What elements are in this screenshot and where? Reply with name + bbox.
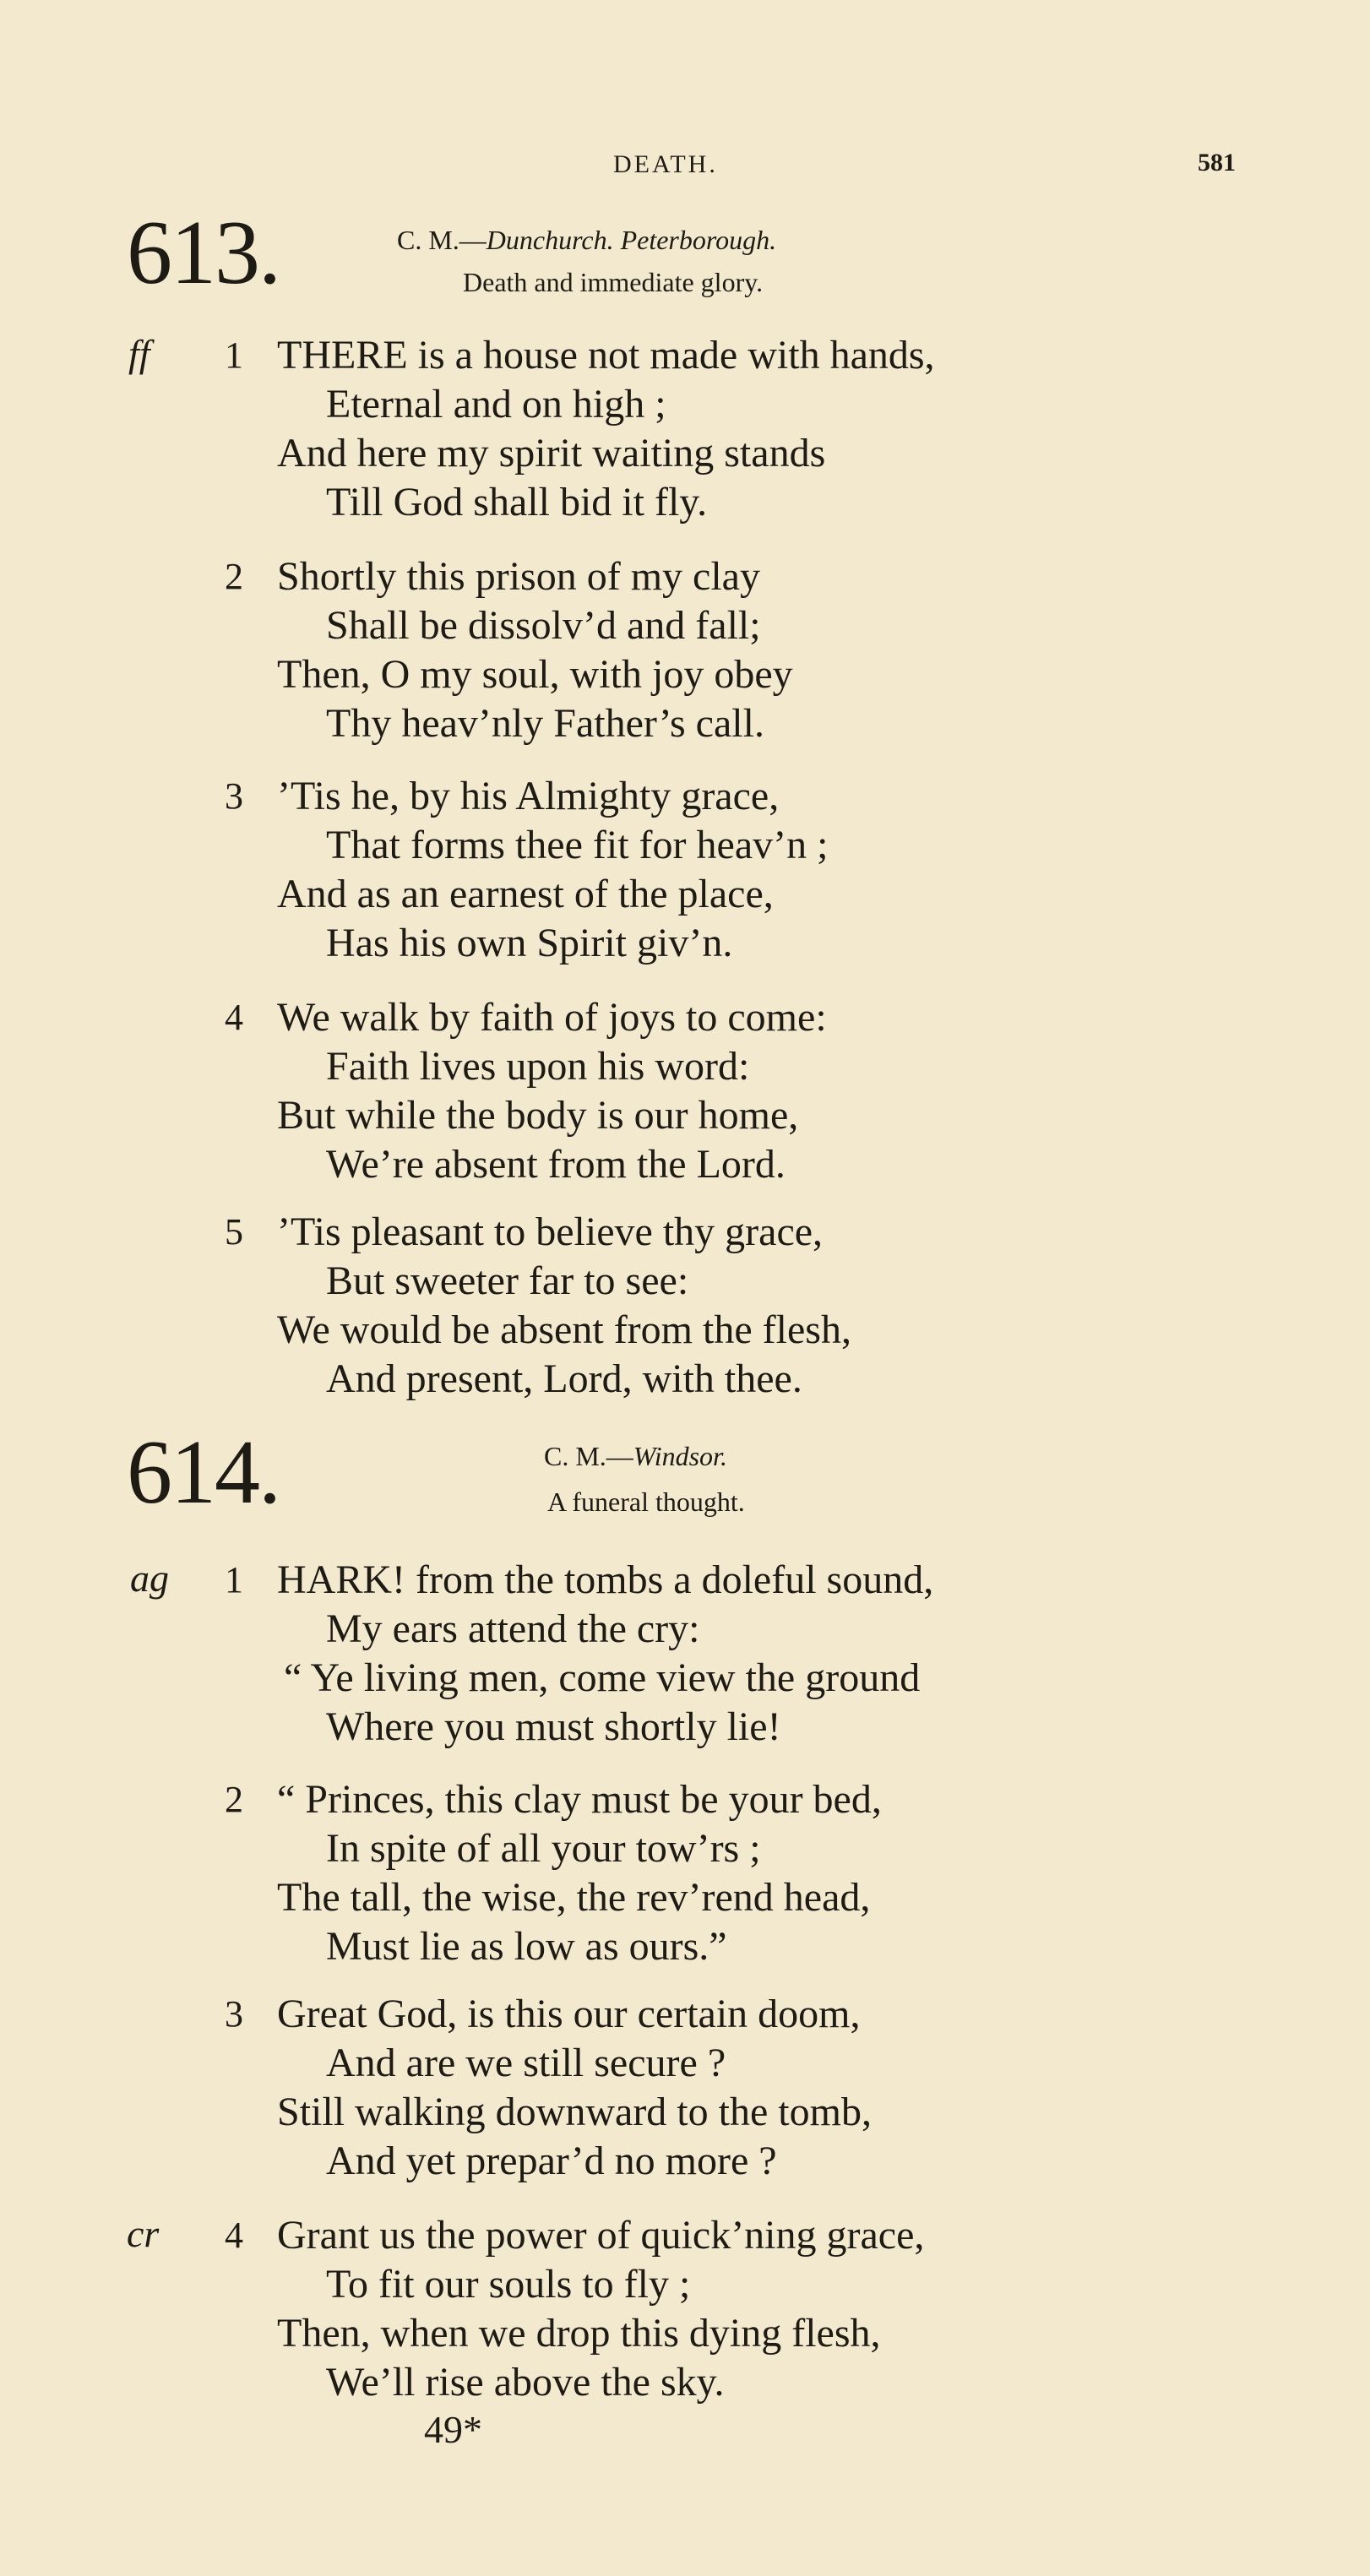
stanza-line: And as an earnest of the place, [277,872,774,916]
tune-names: Dunchurch. Peterborough. [486,225,777,255]
stanza-line: “ Princes, this clay must be your bed, [277,1777,882,1822]
stanza-number: 1 [225,334,243,376]
dynamic-marking: cr [127,2212,160,2255]
hymn-subject: A funeral thought. [547,1486,745,1517]
hymn-number: 613. [127,203,280,303]
stanza-number: 1 [225,1559,243,1600]
stanza-line: Faith lives upon his word: [326,1044,750,1089]
stanza-line: ’Tis he, by his Almighty grace, [277,774,780,818]
running-head: DEATH. [613,150,718,178]
stanza-line: But sweeter far to see: [326,1258,689,1303]
stanza-number: 3 [225,775,243,817]
dynamic-marking: ff [128,332,150,375]
stanza-line: In spite of all your tow’rs ; [326,1826,761,1871]
signature-mark: 49* [424,2408,482,2451]
stanza-number: 4 [225,2215,243,2256]
stanza-line: And present, Lord, with thee. [326,1356,802,1401]
stanza-line: We would be absent from the flesh, [277,1307,851,1352]
hymn-subject: Death and immediate glory. [463,267,764,297]
stanza-line: We’re absent from the Lord. [326,1142,786,1187]
stanza-line: We walk by faith of joys to come: [277,995,827,1040]
dynamic-marking: ag [130,1557,169,1600]
hymn-number: 614. [127,1422,280,1523]
stanza-line: Has his own Spirit giv’n. [326,921,733,965]
tune-names: Windsor. [633,1441,727,1471]
page-number: 581 [1198,149,1236,177]
stanza-line: Till God shall bid it fly. [326,480,708,524]
stanza-line: We’ll rise above the sky. [326,2360,725,2405]
hymn-meter-tunes [397,223,776,257]
stanza-line: The tall, the wise, the rev’rend head, [277,1875,871,1920]
stanza-line: Where you must shortly lie! [326,1704,781,1749]
stanza-line: Must lie as low as ours.” [326,1924,727,1969]
stanza-line: Shortly this prison of my clay [277,554,760,599]
stanza-line: “ Ye living men, come view the ground [284,1655,921,1700]
stanza-line: And here my spirit waiting stands [277,431,826,476]
stanza-line: ’Tis pleasant to believe thy grace, [277,1209,824,1254]
stanza-line: Then, when we drop this dying flesh, [277,2311,881,2356]
stanza-number: 5 [225,1211,243,1253]
stanza-line: THERE is a house not made with hands, [277,333,935,378]
stanza-line: Shall be dissolv’d and fall; [326,603,761,648]
stanza-line: My ears attend the cry: [326,1606,700,1651]
stanza-line: And yet prepar’d no more ? [326,2139,777,2183]
meter: C. M.— [397,225,487,255]
meter: C. M.— [544,1441,633,1471]
stanza-line: But while the body is our home, [277,1093,799,1138]
stanza-line: Eternal and on high ; [326,382,666,427]
stanza-line: And are we still secure ? [326,2041,726,2085]
stanza-line: To fit our souls to fly ; [326,2262,691,2307]
stanza-number: 2 [225,556,243,597]
stanza-number: 3 [225,1993,243,2035]
stanza-line: Thy heav’nly Father’s call. [326,701,764,746]
stanza-line: Still walking downward to the tomb, [277,2090,872,2134]
stanza-line: HARK! from the tombs a doleful sound, [277,1557,934,1602]
stanza-number: 2 [225,1779,243,1820]
stanza-line: That forms thee fit for heav’n ; [326,823,829,867]
stanza-line: Then, O my soul, with joy obey [277,652,793,697]
hymn-meter-tunes [544,1439,727,1473]
stanza-line: Great God, is this our certain doom, [277,1992,861,2036]
stanza-line: Grant us the power of quick’ning grace, [277,2213,925,2258]
stanza-number: 4 [225,997,243,1038]
